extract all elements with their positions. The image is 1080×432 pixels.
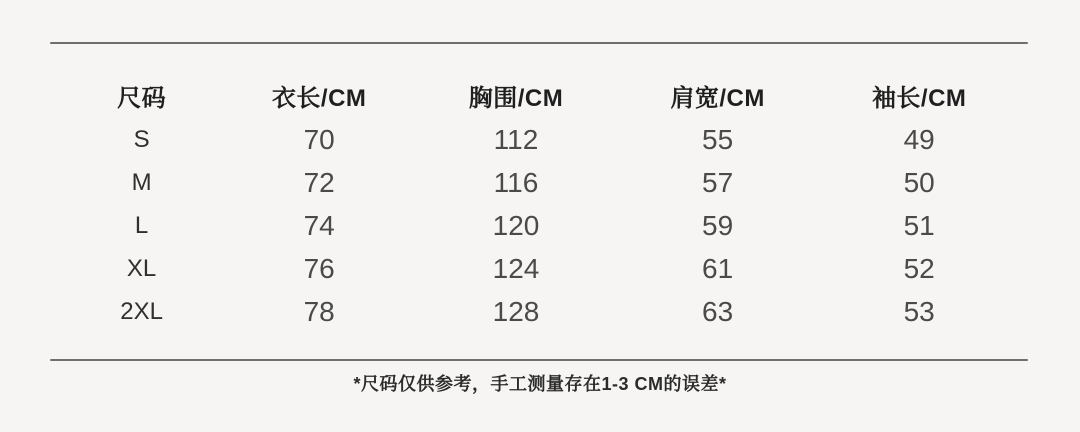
cell-length: 74 <box>303 209 335 241</box>
size-table <box>60 72 1020 333</box>
cell-chest: 112 <box>493 123 539 155</box>
cell-size: 2XL <box>120 297 163 325</box>
top-divider <box>50 42 1028 44</box>
cell-length: 70 <box>303 123 335 155</box>
col-header-chest: 胸围/CM <box>468 84 564 112</box>
footnote: *尺码仅供参考，手工测量存在1-3 CM的误差* <box>353 374 727 394</box>
cell-chest: 120 <box>492 209 540 241</box>
cell-shoulder: 55 <box>702 123 734 155</box>
cell-chest: 128 <box>492 295 540 327</box>
cell-size: L <box>134 211 149 239</box>
table-row <box>60 204 1020 247</box>
cell-sleeve: 50 <box>903 166 935 198</box>
cell-chest: 124 <box>492 252 540 284</box>
cell-shoulder: 63 <box>702 295 734 327</box>
cell-size: S <box>133 125 150 153</box>
cell-chest: 116 <box>493 166 539 198</box>
cell-sleeve: 53 <box>903 295 935 327</box>
col-header-length: 衣长/CM <box>271 84 367 112</box>
col-header-shoulder: 肩宽/CM <box>670 84 765 112</box>
cell-shoulder: 59 <box>702 209 734 241</box>
cell-sleeve: 49 <box>903 123 935 155</box>
table-row <box>60 161 1020 204</box>
col-header-size: 尺码 <box>117 84 167 112</box>
table-row <box>60 247 1020 290</box>
bottom-divider <box>50 359 1028 361</box>
table-row <box>60 290 1020 333</box>
cell-length: 72 <box>303 166 335 198</box>
table-row <box>60 118 1020 161</box>
cell-shoulder: 61 <box>702 252 734 284</box>
table-header-row <box>60 72 1020 118</box>
cell-size: M <box>131 168 152 196</box>
col-header-sleeve: 袖长/CM <box>871 84 967 112</box>
cell-sleeve: 52 <box>903 252 935 284</box>
cell-size: XL <box>126 254 157 282</box>
cell-shoulder: 57 <box>702 166 734 198</box>
cell-length: 76 <box>303 252 335 284</box>
cell-sleeve: 51 <box>903 209 935 241</box>
cell-length: 78 <box>303 295 335 327</box>
